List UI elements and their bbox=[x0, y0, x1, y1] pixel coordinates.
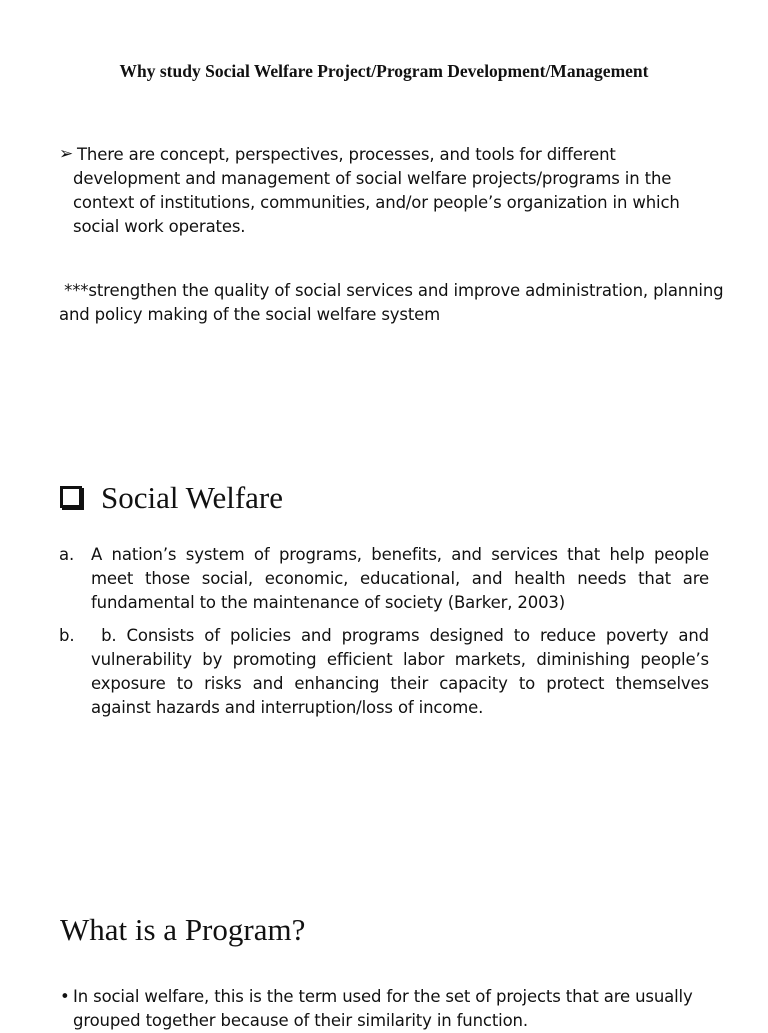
program-bullet bbox=[60, 985, 730, 1033]
list-marker: b. bbox=[59, 626, 75, 645]
section-heading-text: Social Welfare bbox=[101, 480, 283, 515]
definition-text: b. Consists of policies and programs designed to reduce poverty and vulnerability by promoting efficient labor markets, diminishing people’s exposure to risks and enhancing their capacity to protect themselves against hazards and interruption/loss of income. bbox=[91, 626, 715, 717]
bullet-dot-icon: • bbox=[60, 987, 70, 1006]
program-bullet-text: In social welfare, this is the term used for the set of projects that are usually grouped together because of their similarity in function. bbox=[73, 987, 693, 1030]
intro-text: There are concept, perspectives, processes, and tools for different development and management of social welfare projects/programs in the context of institutions, communities, and/or people’s organization in which social work operates. bbox=[73, 145, 680, 236]
checkbox-icon bbox=[60, 486, 82, 508]
intro-paragraph bbox=[73, 143, 723, 239]
slide-title: Why study Social Welfare Project/Program Development/Management bbox=[119, 61, 649, 81]
section-heading-program: What is a Program? bbox=[60, 912, 306, 947]
list-marker: a. bbox=[59, 545, 75, 564]
definition-text: A nation’s system of programs, benefits, and services that help people meet those social, economic, educational, and health needs that are fundamental to the maintenance of society (Barker, 2003) bbox=[91, 545, 709, 612]
arrow-bullet-icon: ➢ bbox=[59, 144, 74, 163]
definition-item-a bbox=[59, 543, 709, 615]
section-heading-social-welfare bbox=[60, 478, 283, 518]
note-paragraph: ***strengthen the quality of social services and improve administration, planning and policy making of the social welfare system bbox=[59, 281, 729, 324]
definition-item-b bbox=[59, 624, 715, 720]
